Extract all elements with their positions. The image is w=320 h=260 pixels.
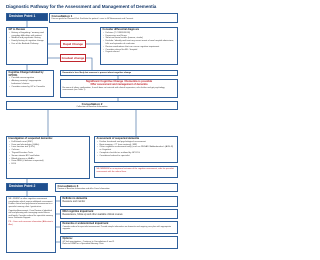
- assessment-item: • Brain imaging - CT (non-contrast) / MRI: [100, 144, 176, 147]
- assessment-item: • Further functional and psychological assessment: [100, 141, 176, 144]
- investigations-item: • Thyroid Function Tests: [12, 152, 88, 155]
- mci-text: Reassurance, follow-up and other available clinical reviews: [62, 213, 123, 216]
- rapid-change-label: Rapid Change: [60, 40, 86, 48]
- specialist-referral-text-1: NB - NSSDP or other cognitive assessment complexities which require additional assessment. Further clinical and psychosocial assessment in a specialist memory clinic / geriatrician.: [8, 198, 53, 208]
- significant-change-note: Be aware of others confirmation, if result does not coincide with clinical impression, refer further and get psychology assessment (see Table 1): [62, 86, 165, 92]
- consultation-2-subtitle: Collection of Baseline Information: [76, 106, 108, 109]
- significant-change-subtitle: Offer assessment and management of dementia: [90, 82, 148, 86]
- differential-item: • Consider referral for ED / hospital: [106, 49, 176, 52]
- cognitive-change-title: Cognitive Change Indicated by GPCOG: [8, 71, 44, 77]
- option-2-text: Refer to DSMS or a Specialist Memory Clinic: [62, 243, 104, 246]
- cognitive-change-item: • Consider review by GP in 3 months: [12, 86, 52, 89]
- dementia-confirmed-title: Dementia or undetermined impairment: [62, 221, 109, 225]
- definite-no-dementia-title: Definite no dementia: [62, 196, 88, 200]
- differential-item: • Exclude / identify and treat any recent onset of new hospital admissions, falls and episodes of confusion: [106, 40, 176, 46]
- gp-review-item: • Medical and psychiatric history: [12, 37, 46, 40]
- mci-title: Mild cognitive impairment: [62, 209, 94, 213]
- gp-review-title: GP to Review: [8, 28, 26, 31]
- decision-point-1-label: Decision Point 1: [7, 14, 47, 20]
- investigations-item: • Calcium: [12, 149, 88, 152]
- assessment-item: • Complete checklist as outlined by GPCOG: [100, 152, 176, 155]
- assessment-title: Assessment of suspected dementia: [96, 137, 140, 140]
- option-1-text: GP led investigation - Continue to Consultations 4 and 5: [62, 240, 115, 243]
- dementia-less-likely-text: Dementia is less likely but concern is present about cognitive change: [62, 71, 132, 74]
- differential-item: • Structural brain lesions (tumour, stroke): [106, 37, 176, 40]
- connector-line: [86, 58, 92, 70]
- investigations-item: • ECG: [12, 163, 88, 166]
- decision-point-2-label: Decision Point 2: [7, 184, 47, 190]
- investigations-item: • Full blood count (FBC): [12, 141, 88, 144]
- significant-change-title: Significant Cognitive Change / Dementia is possible: [85, 80, 153, 83]
- consultation-1-title: Consultation 1: [51, 13, 73, 18]
- consultation-1-text: Discuss goals for Planned Visit. Facilitate the patient / carer to GP Assessment and Consent.: [51, 17, 134, 20]
- consultation-2-title: Consultation 2: [81, 101, 103, 106]
- consultation-3-title: Consultation 3: [57, 183, 79, 188]
- note-box-text: NB: MINIMUM or no equivocal outcome of the cognitive assessment, refer for specialist assessment with the referral form.: [96, 168, 174, 173]
- differential-item: • Delirium (? CONFUSION): [106, 32, 176, 35]
- assessment-item: • Considered referral to specialist: [100, 155, 176, 158]
- gp-review-item: • History of forgetting / memory and everyday difficulties with patient: [12, 32, 46, 38]
- differential-title: Consider differential diagnosis: [102, 28, 140, 31]
- gradual-change-label: Gradual change: [61, 56, 85, 60]
- investigations-item: • Serum vitamin B12 and folate: [12, 155, 88, 158]
- consultation-3-text: Review of Baseline Information and offer Carer Information: [57, 187, 110, 190]
- specialist-referral-text-2: Cognitive Assessment, Case Review of identified risk and planning with managing mental illness and family. Consider referral for specialist memory team: Dementia Support.: [8, 209, 53, 219]
- definite-no-dementia-text: Reassure and monitor: [62, 200, 86, 203]
- differential-item: • Depression and Drugs: [106, 35, 176, 38]
- gp-review-item: • Family history of cognitive change: [12, 40, 46, 43]
- investigations-item: • Urea and electrolytes (U&Es): [12, 144, 88, 147]
- options-title: Options:: [62, 236, 73, 240]
- assessment-item: • Other cognitive assessment tool(s) such as RUDAS / Addenbrooke's (ACE-R) or Cognistat: [100, 146, 176, 152]
- dementia-confirmed-text: Consider referral to specialist assessment. Provide simple information on dementia and ongoing care plan with appropriate supports.: [62, 225, 172, 231]
- cognitive-change-item: • Arbitrary anxiety / inappropriate behaviour/ choices: [12, 80, 52, 86]
- investigations-item: • Liver function test (LFTs): [12, 146, 88, 149]
- gp-review-item: • Use of the Bedside Pathway: [12, 43, 46, 46]
- investigations-item: • Blood glucose or HbA1c: [12, 158, 88, 161]
- investigations-item: • Urine MSU (if delirium suspected): [12, 160, 88, 163]
- investigations-title: Investigation of suspected dementia:: [8, 137, 53, 140]
- page-title: Diagnostic Pathway for the Assessment and Management of Dementia: [6, 4, 157, 9]
- differential-item: • Review medications that can cause cognitive impairment: [106, 46, 176, 49]
- differential-item: • Urgent referral: [106, 51, 176, 54]
- cognitive-change-item: • Possible neurocognitive: [12, 77, 52, 80]
- specialist-referral-footer: PS - Carer and consumer information (Alzheimer's Aus.): [8, 221, 54, 226]
